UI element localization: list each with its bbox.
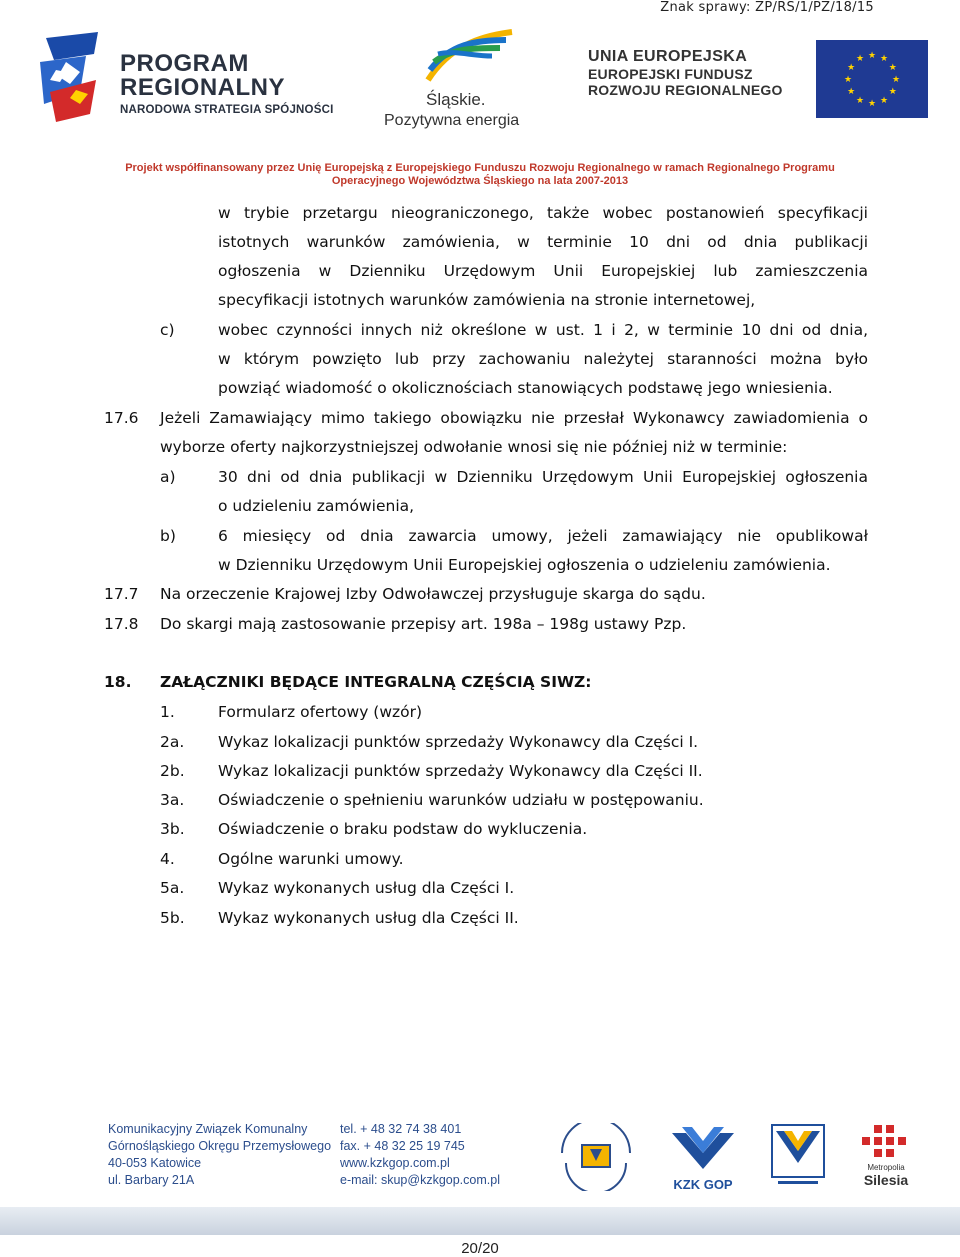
text-line: w Dzienniku Urzędowym Unii Europejskiej ogłoszenia o udzieleniu zamówienia. — [218, 556, 831, 574]
eu-star-icon: ★ — [855, 95, 865, 106]
text-line: w którym powzięto lub przy zachowaniu należytej staranności można było — [218, 350, 868, 368]
section-number-17-8: 17.8 — [104, 615, 139, 633]
slaska-karta-logo-icon — [556, 1123, 636, 1191]
section-number-17-6: 17.6 — [104, 409, 139, 427]
attachment-number: 3b. — [160, 820, 185, 838]
eu-star-icon: ★ — [843, 75, 853, 85]
attachment-number: 2a. — [160, 733, 185, 751]
eu-star-icon: ★ — [855, 54, 865, 65]
attachment-number: 1. — [160, 703, 175, 721]
program-regionalny-logo — [36, 32, 346, 122]
attachment-number: 5b. — [160, 909, 185, 927]
slaskie-tagline: Pozytywna energia — [384, 112, 520, 129]
slaskie-wave-icon — [420, 26, 520, 90]
eu-flag-icon — [816, 40, 928, 118]
footer-contact: tel. + 48 32 74 38 401 fax. + 48 32 25 19 745 www.kzkgop.com.pl e-mail: skup@kzkgop.com.pl — [340, 1122, 500, 1187]
eu-star-icon: ★ — [888, 63, 897, 73]
section-number-17-7: 17.7 — [104, 585, 139, 603]
slaskie-name: Śląskie. — [426, 90, 486, 109]
attachment-item: Wykaz lokalizacji punktów sprzedaży Wykonawcy dla Części II. — [218, 762, 703, 780]
cofinancing-note: Projekt współfinansowany przez Unię Europejską z Europejskiego Funduszu Rozwoju Regionalnego w ramach Regionalnego Programu Operacyjnego Województwa Śląskiego na lata 2007-2013 — [125, 162, 835, 187]
silesian-fund-logo-icon — [770, 1123, 826, 1189]
text-line: 6 miesięcy od dnia zawarcia umowy, jeżeli zamawiający nie opublikował — [218, 527, 868, 545]
attachment-item: Wykaz wykonanych usług dla Części II. — [218, 909, 519, 927]
star-emblem-icon — [36, 32, 116, 124]
kzk-gop-logo: KZK GOP — [668, 1123, 738, 1193]
eu-star-icon: ★ — [891, 75, 901, 85]
text-line: istotnych warunków zamówienia, w terminie 10 dni od dnia publikacji — [218, 233, 868, 251]
text-line: powziąć wiadomość o okolicznościach stanowiących podstawę jego wniesienia. — [218, 379, 833, 397]
metropolia-squares-icon — [856, 1123, 912, 1159]
text-line: Do skargi mają zastosowanie przepisy art. 198a – 198g ustawy Pzp. — [160, 615, 687, 633]
text-line: wyborze oferty najkorzystniejszej odwołanie wnosi się nie później niż w terminie: — [160, 438, 788, 456]
program-title: PROGRAM REGIONALNY — [120, 50, 286, 101]
program-subtitle: NARODOWA STRATEGIA SPÓJNOŚCI — [120, 104, 334, 116]
slaskie-logo — [384, 26, 544, 136]
section-number-18: 18. — [104, 673, 132, 691]
attachment-item: Wykaz wykonanych usług dla Części I. — [218, 879, 515, 897]
section-title-18: ZAŁĄCZNIKI BĘDĄCE INTEGRALNĄ CZĘŚCIĄ SIWZ: — [160, 673, 592, 691]
eu-star-icon: ★ — [867, 51, 877, 61]
kzk-chevron-icon — [668, 1123, 738, 1173]
attachment-item: Oświadczenie o braku podstaw do wykluczenia. — [218, 820, 588, 838]
attachment-number: 5a. — [160, 879, 185, 897]
eu-star-icon: ★ — [888, 87, 897, 97]
attachment-number: 2b. — [160, 762, 185, 780]
attachment-number: 4. — [160, 850, 175, 868]
attachment-item: Oświadczenie o spełnieniu warunków udziału w postępowaniu. — [218, 791, 704, 809]
eu-star-icon: ★ — [867, 99, 877, 109]
list-label-a: a) — [160, 468, 176, 486]
header-logos — [28, 20, 928, 140]
case-number: Znak sprawy: ZP/RS/1/PZ/18/15 — [660, 0, 874, 15]
footer-organization: Komunikacyjny Związek Komunalny Górnośląskiego Okręgu Przemysłowego 40-053 Katowice ul. Barbary 21A — [108, 1122, 332, 1187]
text-line: w trybie przetargu nieograniczonego, także wobec postanowień specyfikacji — [218, 204, 868, 222]
eu-star-icon: ★ — [879, 95, 889, 106]
footer — [0, 1115, 960, 1205]
text-line: Na orzeczenie Krajowej Izby Odwoławczej przysługuje skarga do sądu. — [160, 585, 706, 603]
eu-star-icon: ★ — [847, 63, 856, 73]
text-line: wobec czynności innych niż określone w ust. 1 i 2, w terminie 10 dni od dnia, — [218, 321, 868, 339]
list-label-b: b) — [160, 527, 176, 545]
eu-fund-logo — [588, 38, 928, 118]
metropolia-silesia-logo: Metropolia Silesia — [856, 1123, 916, 1193]
list-label-c: c) — [160, 321, 175, 339]
footer-band — [0, 1207, 960, 1235]
eu-fund-text: UNIA EUROPEJSKA EUROPEJSKI FUNDUSZ ROZWOJU REGIONALNEGO — [588, 48, 783, 98]
attachment-item: Ogólne warunki umowy. — [218, 850, 404, 868]
attachment-number: 3a. — [160, 791, 185, 809]
text-line: specyfikacji istotnych warunków zamówienia na stronie internetowej, — [218, 291, 756, 309]
text-line: Jeżeli Zamawiający mimo takiego obowiązku nie przesłał Wykonawcy zawiadomienia o — [160, 409, 868, 427]
attachment-item: Formularz ofertowy (wzór) — [218, 703, 423, 721]
text-line: o udzieleniu zamówienia, — [218, 497, 415, 515]
page-number: 20/20 — [461, 1240, 499, 1257]
eu-star-icon: ★ — [847, 87, 856, 97]
text-line: ogłoszenia w Dzienniku Urzędowym Unii Europejskiej lub zamieszczenia — [218, 262, 868, 280]
attachment-item: Wykaz lokalizacji punktów sprzedaży Wykonawcy dla Części I. — [218, 733, 699, 751]
eu-star-icon: ★ — [879, 54, 889, 65]
text-line: 30 dni od dnia publikacji w Dzienniku Urzędowym Unii Europejskiej ogłoszenia — [218, 468, 868, 486]
